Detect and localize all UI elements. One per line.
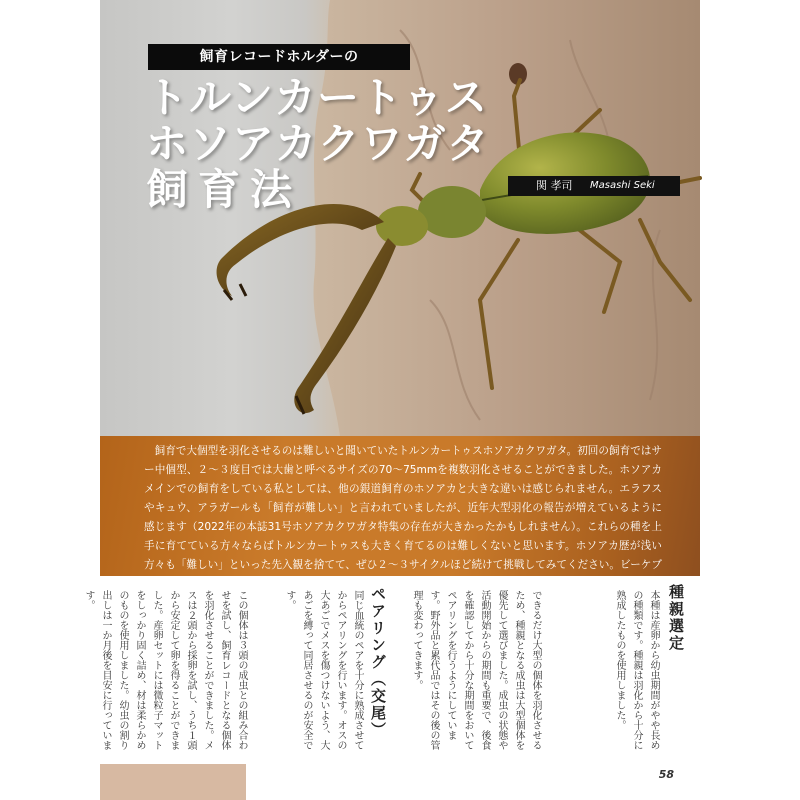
intro-band: [100, 436, 700, 590]
heading-parent-selection: 種親選定: [667, 584, 685, 652]
article-title-line-1: トルンカートゥス: [146, 73, 488, 122]
decorative-tan-block: [100, 764, 246, 800]
author-badge: [508, 176, 680, 196]
body-column-2: 同じ血統のペアを十分に熟成させてからペアリングを行います。オスの大あごでメスを傷つけないよう、大あごを縛って同居させるのが安全です。: [284, 590, 363, 750]
author-name-ja: 関 孝司: [536, 179, 573, 192]
page-number: 58: [658, 768, 674, 781]
intro-text: 飼育で大個型を羽化させるのは難しいと聞いていたトルンカートゥスホソアカクワガタ。初回の飼育ではサー中個型、２～３度目では大歯と呼べるサイズの70～75mmを複数羽化させることができました。ホソアカメインでの飼育をしている私としては、他の銀道飼育のホソアカと大きな違いは感じられません。エラフスやキュウ、アラガールも「飼育が難しい」と言われていましたが、近年大型羽化の報告が増えているように感じます（2022年の本誌31号ホソアカクワガタ特集の存在が大きかったかもしれません）。これらの種を上手に育てている方々ならばトルンカートゥスも大きく育てるのは難しくないと思います。ホソアカ歴が浅い方々も「難しい」といった先入観を捨てて、ぜひ２～３サイクルほど続けて挑戦してみてください。ビーケブリ・等を合わせて、今回の記事が少しでも参考になれば幸いです。: [144, 445, 662, 590]
body-column-1: この個体は３頭の成虫との組み合わせを試し、飼育レコードとなる個体を羽化させることができました。メスは２頭から採卵を試し、うち１頭から安定して卵を得ることができました。産卵セットには微粒子マットをしっかり固く詰め、材は柔らかめのものを使用しました。幼虫の割り出しは一か月後を目安に行っています。: [83, 590, 247, 750]
body-column-4: 本種は産卵から幼虫期間がやや長めの種類です。種親は羽化から十分に熟成したものを使用しました。: [614, 590, 659, 750]
magazine-page: [83, 0, 700, 800]
author-name-en: Masashi Seki: [590, 180, 655, 191]
article-title-line-3: 飼育法: [146, 165, 303, 214]
heading-pairing: ペアリング（交尾）: [369, 586, 387, 739]
body-column-3: できるだけ大型の個体を羽化させるため、種親となる成虫は大型個体を優先して選びました。成虫の状態や活動開始からの期間も重要で、後食を確認してから十分な期間をおいてペアリングを行うようにしています。野外品と累代品ではその後の管理も変わってきます。: [411, 590, 541, 750]
article-kicker: 飼育レコードホルダーの: [148, 44, 410, 70]
article-title-line-2: ホソアカクワガタ: [146, 119, 490, 168]
hero-photo: [100, 0, 700, 436]
